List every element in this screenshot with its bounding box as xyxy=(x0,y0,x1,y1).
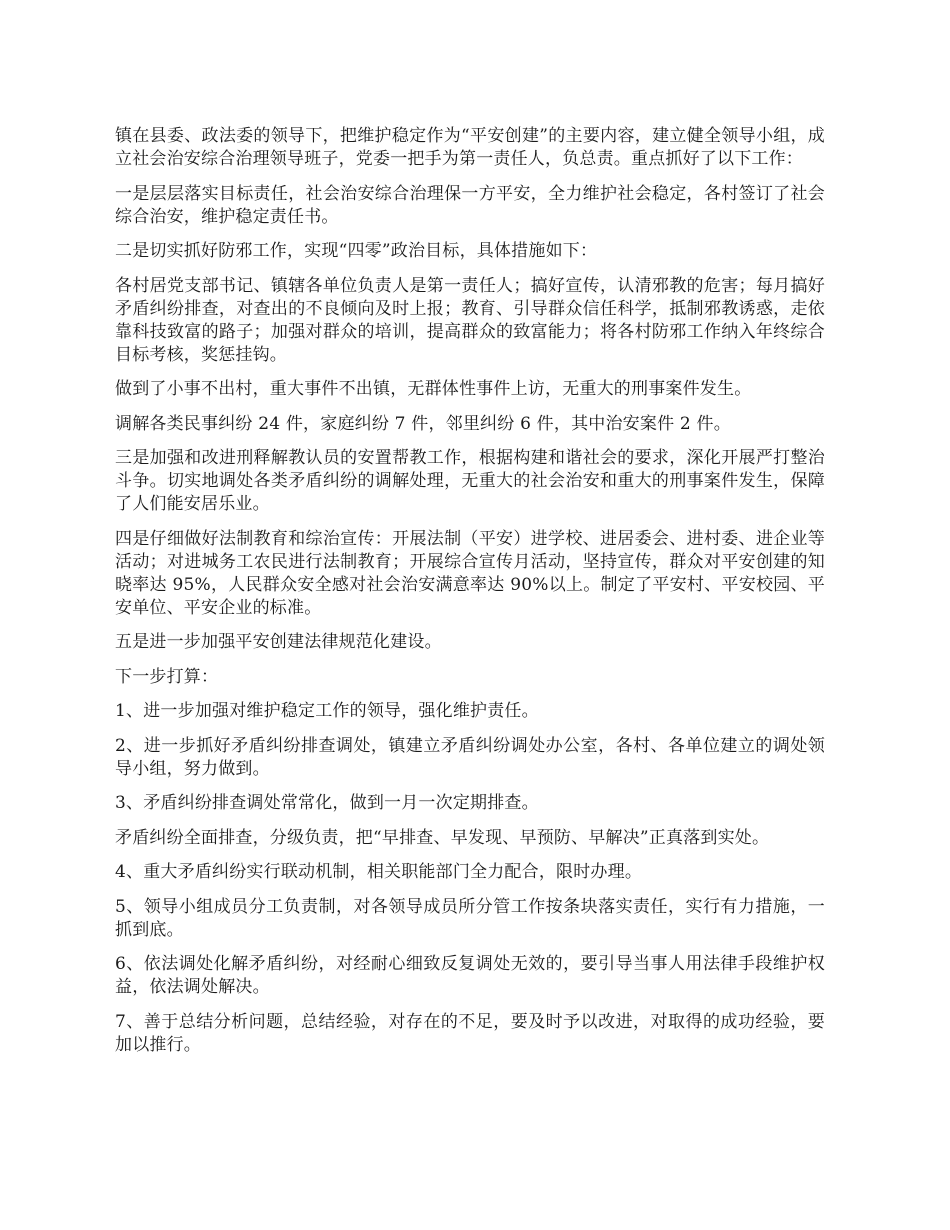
paragraph-item-5: 五是进一步加强平安创建法律规范化建设。 xyxy=(115,632,442,652)
paragraph-item-2: 二是切实抓好防邪工作，实现“四零”政治目标，具体措施如下： xyxy=(115,241,598,261)
paragraph-plan-3-detail: 矛盾纠纷全面排查，分级负责，把“早排查、早发现、早预防、早解决”正真落到实处。 xyxy=(115,827,770,848)
paragraph-results: 做到了小事不出村，重大事件不出镇，无群体性事件上访，无重大的刑事案件发生。 xyxy=(115,379,752,399)
paragraph-measures: 各村居党支部书记、镇辖各单位负责人是第一责任人；搞好宣传，认清邪教的危害；每月搞好矛盾纠纷排查，对查出的不良倾向及时上报；教育、引导群众信任科学，抵制邪教诱惑，走依靠科技致富的路子；加强对群众的培训，提高群众的致富能力；将各村防邪工作纳入年终综合目标考核，奖惩挂钩。 xyxy=(115,275,825,365)
paragraph-disputes: 调解各类民事纠纷 24 件，家庭纠纷 7 件，邻里纠纷 6 件，其中治安案件 2 件。 xyxy=(115,413,731,434)
paragraph-next-plan-heading: 下一步打算： xyxy=(115,666,219,687)
paragraph-item-3: 三是加强和改进刑释解教认员的安置帮教工作，根据构建和谐社会的要求，深化开展严打整治斗争。切实地调处各类矛盾纠纷的调解处理，无重大的社会治安和重大的刑事案件发生，保障了人们能安居乐业。 xyxy=(115,448,825,514)
paragraph-plan-2: 2、进一步抓好矛盾纠纷排查调处，镇建立矛盾纠纷调处办公室，各村、各单位建立的调处领导小组，努力做到。 xyxy=(115,735,825,779)
paragraph-plan-4: 4、重大矛盾纠纷实行联动机制，相关职能部门全力配合，限时办理。 xyxy=(115,862,643,882)
paragraph-plan-5: 5、领导小组成员分工负责制，对各领导成员所分管工作按条块落实责任，实行有力措施，一抓到底。 xyxy=(115,896,825,940)
paragraph-intro: 镇在县委、政法委的领导下，把维护稳定作为“平安创建”的主要内容，建立健全领导小组，成立社会治安综合治理领导班子，党委一把手为第一责任人，负总责。重点抓好了以下工作： xyxy=(115,126,825,169)
paragraph-plan-6: 6、依法调处化解矛盾纠纷，对经耐心细致反复调处无效的，要引导当事人用法律手段维护权益，依法调处解决。 xyxy=(115,954,825,997)
paragraph-plan-7: 7、善于总结分析问题，总结经验，对存在的不足，要及时予以改进，对取得的成功经验，要加以推行。 xyxy=(115,1011,825,1055)
paragraph-item-1: 一是层层落实目标责任，社会治安综合治理保一方平安，全力维护社会稳定，各村签订了社会综合治安，维护稳定责任书。 xyxy=(115,183,825,227)
paragraph-plan-1: 1、进一步加强对维护稳定工作的领导，强化维护责任。 xyxy=(115,701,539,721)
paragraph-item-4: 四是仔细做好法制教育和综治宣传：开展法制（平安）进学校、进居委会、进村委、进企业等活动；对进城务工农民进行法制教育；开展综合宣传月活动，坚持宣传，群众对平安创建的知晓率达 95%，人民群众安全感对社会治安满意率达 90%以上。制定了平安村、平安校园、平安单位、平安企业的标准。 xyxy=(115,528,825,618)
paragraph-plan-3: 3、矛盾纠纷排查调处常常化，做到一月一次定期排查。 xyxy=(115,793,539,813)
